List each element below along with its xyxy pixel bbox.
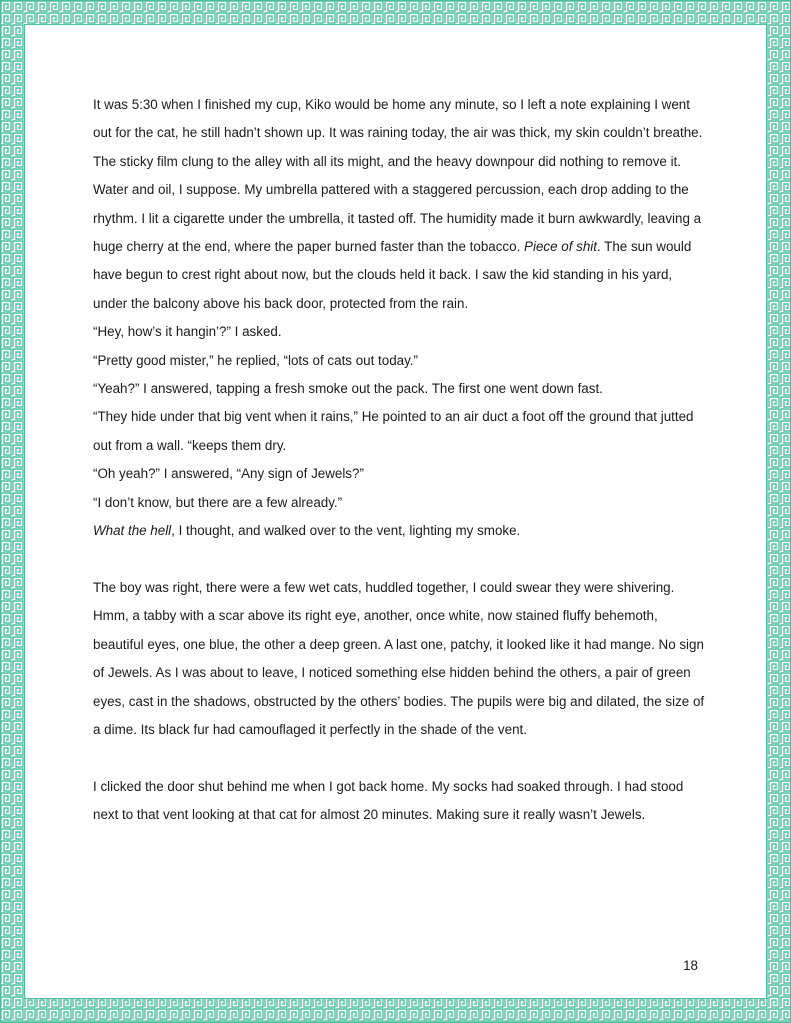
- paragraph-3: I clicked the door shut behind me when I got back home. My socks had soaked through. I had stood next to that vent looking at that cat for almost 20 minutes. Making sure it really wasn’t Jewels.: [93, 778, 684, 823]
- paragraph-1-text-a: It was 5:30 when I finished my cup, Kiko would be home any minute, so I left a note explaining I went out for the cat, he still hadn’t shown up. It was raining today, the air was thick, my skin couldn’t breathe. The sticky film clung to the alley with all its might, and the heavy downpour did nothing to remove it. Water and oil, I suppose. My umbrella pattered with a staggered percussion, each drop adding to the rhythm. I lit a cigarette under the umbrella, it tasted off. The humidity made it burn awkwardly, leaving a huge cherry at the end, where the paper burned faster than the tobacco.: [93, 97, 703, 255]
- paragraph-2: The boy was right, there were a few wet cats, huddled together, I could swear they were shivering. Hmm, a tabby with a scar above its right eye, another, once white, now stained fluffy behemoth, beautiful eyes, one blue, the other a deep green. A last one, patchy, it looked like it had mange. No sign of Jewels. As I was about to leave, I noticed something else hidden behind the others, a pair of green eyes, cast in the shadows, obstructed by the others’ bodies. The pupils were big and dilated, the size of a dime. Its black fur had camouflaged it perfectly in the shade of the vent.: [93, 579, 705, 737]
- paragraph-1-text-b: . The sun would have begun to crest right about now, but the clouds held it back. I saw the kid standing in his yard, under the balcony above his back door, protected from the rain.: [93, 239, 692, 311]
- dialogue-line: “Yeah?” I answered, tapping a fresh smoke out the pack. The first one went down fast.: [93, 381, 603, 397]
- paragraph-1-italic: Piece of shit: [524, 239, 597, 255]
- dialogue-line: “Hey, how’s it hangin’?” I asked.: [93, 324, 282, 340]
- dialogue-line: “I don’t know, but there are a few already.”: [93, 494, 343, 510]
- dialogue-line: “Oh yeah?” I answered, “Any sign of Jewels?”: [93, 466, 364, 482]
- page-number: 18: [683, 958, 698, 973]
- thought-rest: , I thought, and walked over to the vent, lighting my smoke.: [171, 523, 521, 539]
- dialogue-line: “They hide under that big vent when it rains,” He pointed to an air duct a foot off the ground that jutted out from a wall. “keeps them dry.: [93, 409, 694, 453]
- paragraph-1: [93, 91, 705, 318]
- thought-italic: What the hell: [93, 523, 172, 539]
- thought-line: [93, 517, 705, 545]
- paragraph-gap: [93, 744, 705, 772]
- document-page-body: [93, 91, 705, 830]
- dialogue-line: “Pretty good mister,” he replied, “lots of cats out today.”: [93, 352, 418, 368]
- paragraph-gap: [93, 546, 705, 574]
